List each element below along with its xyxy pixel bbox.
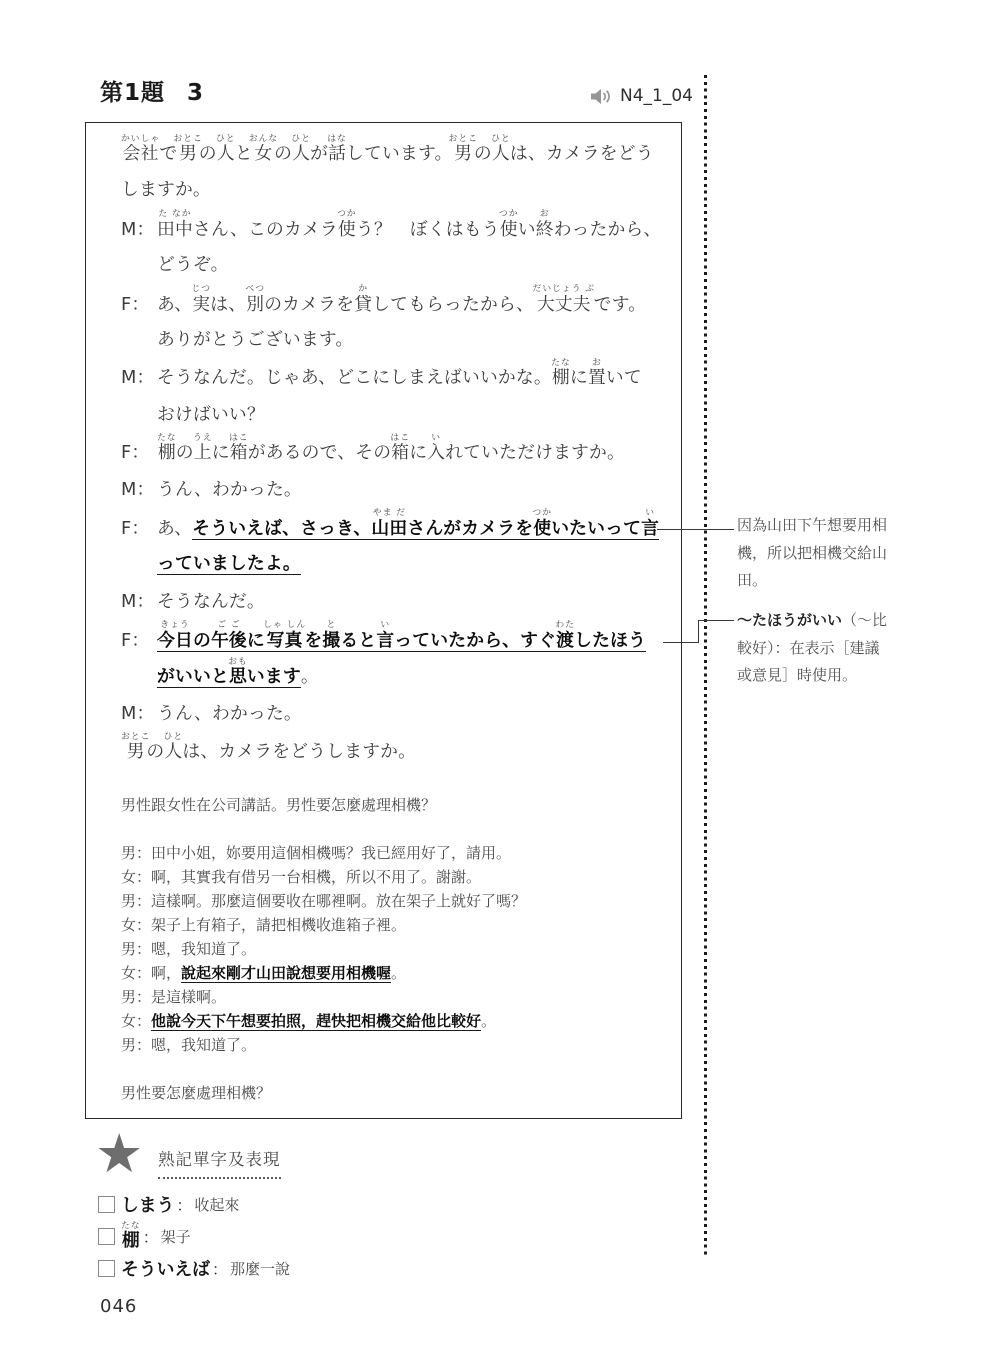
text-segment: 或意見］時使用。 [737,666,858,685]
vocab-word [121,1221,141,1252]
furigana-word: 田中た なか [157,208,193,240]
vocab-word [121,1256,210,1281]
section-label: 第1題 [100,80,166,106]
text-segment: そうなんだ。じゃあ、どこにしまえばいいかな。棚たなに置おいて [157,358,642,389]
dialogue-line [121,657,675,694]
vocab-heading: 熟記單字及表現 [158,1146,281,1179]
translation-line [121,1009,675,1033]
callout-line-1 [657,529,734,530]
furigana-word: 言い [376,620,395,652]
callout-line-2c [698,620,734,621]
audio-indicator [590,86,693,106]
text-segment: うん、わかった。 [157,478,302,500]
furigana-word: 終お [535,208,554,240]
checkbox-icon [98,1260,115,1277]
page-number: 046 [100,1296,138,1317]
vocab-item [98,1252,290,1284]
furigana-word: 人ひと [491,134,511,164]
furigana-word: 撮と [322,620,341,652]
speaker-label: F： [121,630,150,652]
vocab-word [121,1192,174,1217]
text-segment: 男おとこの人ひとは、カメラをどうしますか。 [121,732,417,763]
furigana-word: 棚たな [157,433,177,464]
margin-note-2 [737,607,922,690]
furigana-word: 貸か [354,283,373,315]
furigana-word: 思おも [228,657,248,688]
text-segment: 男：這樣啊。那麼這個要收在哪裡啊。放在架子上就好了嗎？ [121,891,527,910]
text-segment: 較好）：在表示［建議 [737,638,880,657]
furigana-word: 棚たな [121,1220,141,1251]
dialogue-line [121,545,675,582]
text-segment: （～比 [842,611,888,629]
furigana-word: 渡わた [555,620,575,652]
question-number: 3 [187,80,205,106]
furigana-word: 使つか [498,208,519,240]
text-segment: 女：架子上有箱子，請把相機收進箱子裡。 [121,915,407,934]
margin-note-1 [737,512,922,595]
text-segment: そういえば [121,1258,210,1280]
text-segment: 女： [121,1011,152,1030]
checkbox-icon [98,1196,115,1213]
text-segment: 因為山田下午想要用相 [737,516,888,534]
furigana-word: 話はな [327,134,347,164]
furigana-word: 棚たな [551,358,571,389]
dialogue-line [121,396,675,433]
translation-line [121,1033,675,1057]
speaker-label: F： [121,442,150,464]
furigana-word: 置お [587,358,606,389]
note-line [737,512,922,540]
dialogue-line [121,471,675,508]
dialogue-line [121,358,675,395]
translation-line [121,889,675,913]
furigana-word: 会社かいしゃ [121,134,161,164]
translation-line [121,961,675,985]
vocab-item [98,1188,290,1220]
furigana-word: 男おとこ [448,134,478,164]
text-segment: 田。 [737,571,768,590]
text-segment: 棚たなの上うえに箱はこがあるので、その箱はこに入いれていただけますか。 [157,433,626,464]
text-segment: うん、わかった。 [157,702,302,724]
furigana-word: 写真しゃ しん [263,620,307,652]
chinese-translation [121,793,675,1105]
text-segment: そうなんだ。 [157,590,265,612]
speaker-label: M： [121,478,155,500]
page-title [100,74,204,107]
translation-line [121,913,675,937]
furigana-word: 女おんな [248,134,279,164]
text-segment: あ、 [157,517,193,539]
speaker-label: M： [121,367,155,389]
dialogue-line [121,209,675,246]
translation-line [121,985,675,1009]
text-segment: 会社かいしゃで男おとこの人ひとと女おんなの人ひとが話はなしています。男おとこの人ひとは、カメラをどう [121,134,654,164]
vocab-meaning: 收起來 [194,1195,240,1214]
note-line [737,607,922,635]
vocab-item [98,1220,290,1252]
checkbox-icon [98,1228,115,1245]
furigana-word: 山田やま だ [371,507,408,539]
dialogue-line [121,321,675,358]
vocab-separator: ： [142,1227,159,1247]
furigana-word: 言い [641,507,660,539]
speaker-label: M： [121,702,155,724]
text-segment: 。 [300,666,319,688]
text-segment: 田中た なかさん、このカメラ使つかう？ ぼくはもう使つかい終おわったから、 [157,208,662,240]
emphasized-segment: 今日きょうの午後ご ごに写真しゃ しんを撮とると言いっていたから、すぐ渡わたしたほう [157,620,647,652]
furigana-word: 男おとこ [173,134,203,164]
speaker-label: F： [121,293,150,315]
text-segment: 女：啊， [121,963,182,982]
dialogue-line [121,508,675,545]
emphasized-segment: がいいと思おもいます [157,657,301,688]
text-segment: おけばいい？ [157,403,265,425]
furigana-word: 人ひと [215,134,236,164]
emphasized-segment: っていましたよ。 [157,553,301,575]
note-line [737,635,922,663]
furigana-word: 入い [427,433,446,464]
text-segment: 男：嗯，我知道了。 [121,1035,257,1054]
audio-track-label: N4_1_04 [620,86,693,106]
text-segment: どうぞ。 [157,254,229,276]
text-segment: 。 [481,1011,497,1030]
vocab-separator: ： [176,1195,193,1215]
text-segment: 男：是這樣啊。 [121,987,227,1006]
text-segment: しますか。 [121,179,211,201]
furigana-word: 午後ご ご [210,620,247,652]
japanese-dialogue [121,134,675,770]
speaker-label: M： [121,590,155,612]
translation-dialogue [121,841,675,1057]
dialogue-line [121,134,675,171]
callout-line-2a [663,642,699,643]
speaker-label: F： [121,517,150,539]
furigana-word: 大丈夫だいじょう ぶ [532,283,596,315]
callout-line-2b [698,621,699,643]
emphasized-segment: そういえば、さっき、山田やま ださんがカメラを使つかいたいって言い [192,507,660,539]
text-segment: あ、実じつは、別べつのカメラを貸かしてもらったから、大丈夫だいじょう ぶです。 [157,283,647,315]
furigana-word: 箱はこ [228,433,249,464]
note-line [737,662,922,690]
furigana-word: 箱はこ [390,433,411,464]
note-line [737,567,922,595]
speaker-label: M： [121,218,155,240]
furigana-word: 人ひと [291,134,311,164]
dialogue-line [121,583,675,620]
furigana-word: 使つか [532,507,553,539]
translation-line [121,865,675,889]
text-segment: 男：嗯，我知道了。 [121,939,257,958]
text-segment: 。 [391,963,407,982]
vocab-separator: ： [211,1259,228,1279]
dialogue-line [121,171,675,208]
dialogue-line [121,695,675,732]
emphasized-segment: 說起來剛才山田說想要用相機喔 [181,963,392,982]
margin-divider [704,75,707,1255]
dialogue-line [121,284,675,321]
text-segment: 機，所以把相機交給山 [737,543,888,562]
translation-intro: 男性跟女性在公司講話。男性要怎麼處理相機？ [121,795,437,814]
furigana-word: 別べつ [245,283,266,315]
vocab-meaning: 架子 [160,1227,191,1246]
text-segment: 女：啊，其實我有借另一台相機，所以不用了。謝謝。 [121,867,482,886]
furigana-word: 人ひと [163,732,184,763]
dialogue-line [121,246,675,283]
furigana-word: 男おとこ [121,732,151,763]
furigana-word: 使つか [337,208,357,240]
translation-question: 男性要怎麼處理相機？ [121,1083,272,1102]
text-segment: 男：田中小姐，妳要用這個相機嗎？我已經用好了，請用。 [121,843,512,862]
furigana-word: 実じつ [191,283,212,315]
dialogue-line [121,620,675,657]
vocab-list [98,1188,290,1284]
speaker-icon [590,87,613,106]
text-segment: しまう [121,1194,175,1216]
note-line [737,540,922,568]
dialogue-line [121,732,675,769]
furigana-word: 上うえ [192,433,213,464]
vocab-meaning: 那麼一說 [229,1259,290,1278]
text-segment: ありがとうございます。 [157,328,354,350]
listening-script-box [85,122,682,1119]
text-segment [121,1220,141,1251]
star-icon: ★ [95,1122,144,1185]
translation-line [121,841,675,865]
translation-line [121,937,675,961]
emphasized-segment: 他說今天下午想要拍照，趕快把相機交給他比較好 [151,1011,482,1030]
dialogue-line [121,433,675,470]
emphasized-segment: ～たほうがいい [737,611,843,629]
furigana-word: 今日きょう [157,620,193,652]
